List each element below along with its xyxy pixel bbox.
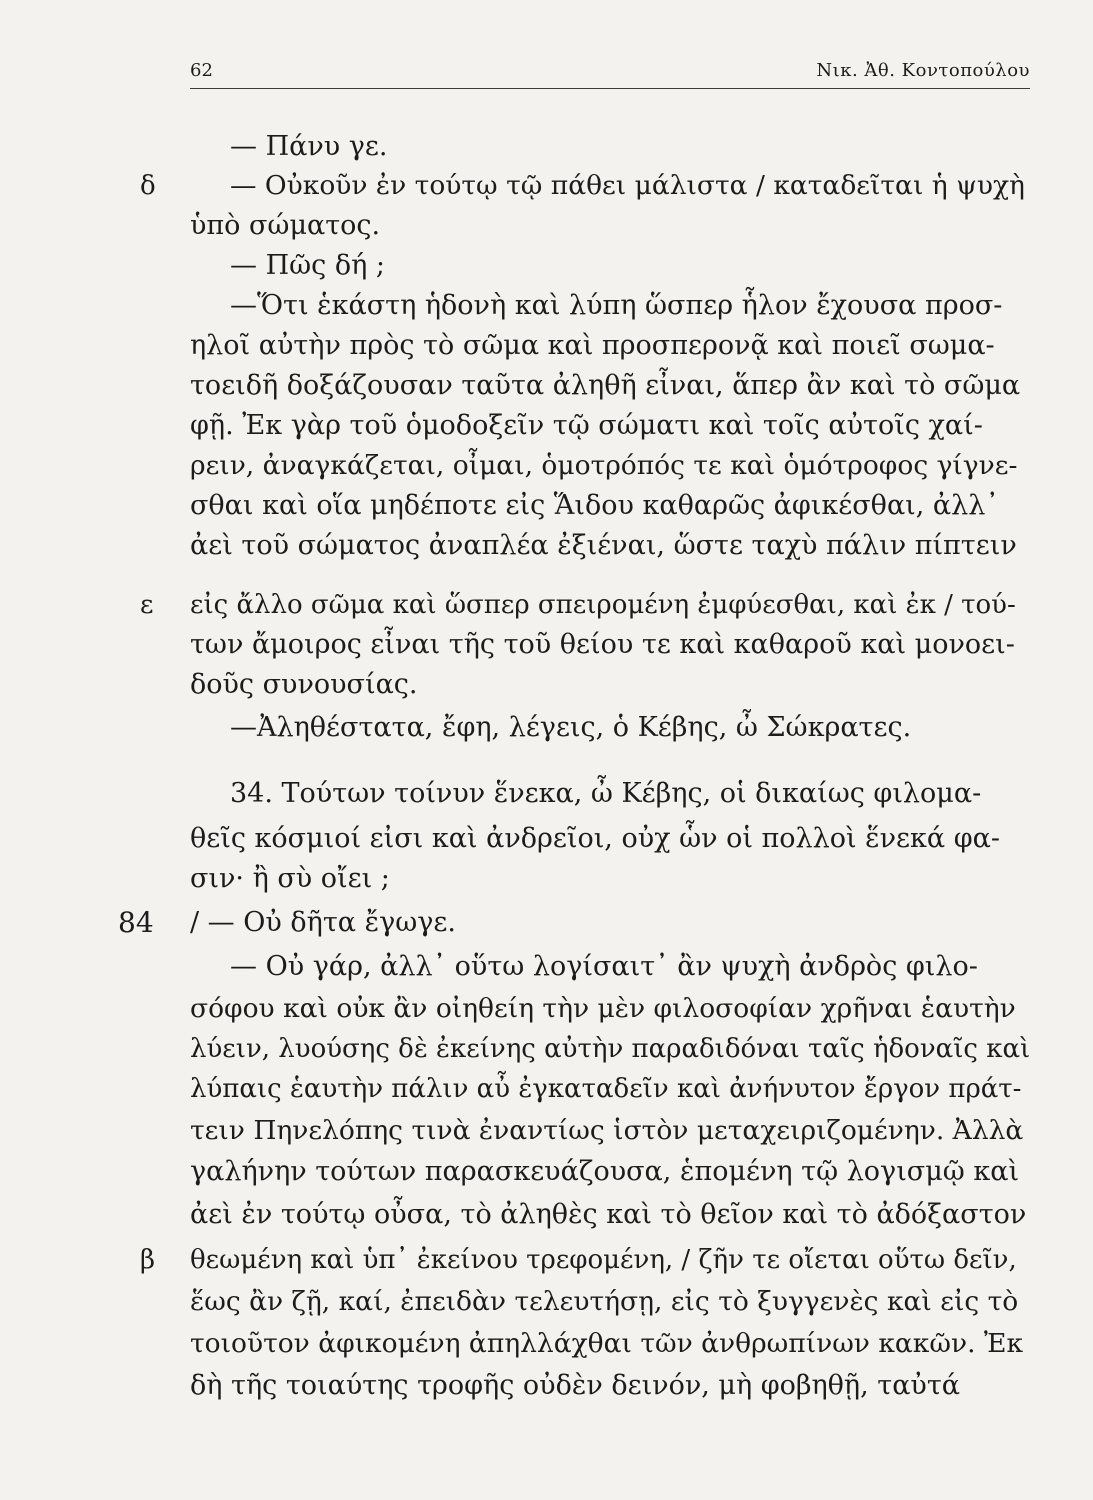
text-line: εἰς ἄλλο σῶμα καὶ ὥσπερ σπειρομένη ἐμφύεσθαι, καὶ ἐκ / τού- [190, 590, 1016, 620]
text-line: — Οὐ γάρ, ἀλλ᾽ οὕτω λογίσαιτ᾽ ἂν ψυχὴ ἀνδρὸς φιλο- [230, 951, 978, 982]
text-line: — Πῶς δή ; [230, 250, 385, 281]
text-line: δοῦς συνουσίας. [190, 669, 418, 700]
text-line: — Οὐκοῦν ἐν τούτῳ τῷ πάθει μάλιστα / καταδεῖται ἡ ψυχὴ [230, 170, 1025, 201]
text-line: ὑπὸ σώματος. [190, 210, 381, 241]
text-line: γαλήνην τούτων παρασκευάζουσα, ἑπομένη τῷ λογισμῷ καὶ [190, 1156, 1020, 1187]
text-line: φῇ. Ἐκ γὰρ τοῦ ὁμοδοξεῖν τῷ σώματι καὶ τοῖς αὐτοῖς χαί- [190, 410, 983, 441]
text-line: λύπαις ἑαυτὴν πάλιν αὖ ἐγκαταδεῖν καὶ ἀνήνυτον ἔργον πράτ- [190, 1074, 1022, 1104]
text-line: / — Οὐ δῆτα ἔγωγε. [190, 907, 456, 938]
text-line: ἀεὶ τοῦ σώματος ἀναπλέα ἐξιέναι, ὥστε ταχὺ πάλιν πίπτειν [190, 530, 1017, 561]
text-line: ηλοῖ αὐτὴν πρὸς τὸ σῶμα καὶ προσπερονᾷ καὶ ποιεῖ σωμα- [190, 330, 995, 361]
text-line: — Πάνυ γε. [230, 131, 388, 162]
text-line: λύειν, λυούσης δὲ ἐκείνης αὐτὴν παραδιδόναι ταῖς ἡδοναῖς καὶ [190, 1034, 1031, 1064]
text-line: δὴ τῆς τοιαύτης τροφῆς οὐδὲν δεινόν, μὴ φοβηθῇ, ταὐτά [190, 1370, 961, 1401]
text-line: σόφου καὶ οὐκ ἂν οἰηθείη τὴν μὲν φιλοσοφίαν χρῆναι ἑαυτὴν [190, 993, 1016, 1024]
margin-marker-84: 84 [118, 906, 154, 939]
text-line: τοειδῆ δοξάζουσαν ταῦτα ἀληθῆ εἶναι, ἅπερ ἂν καὶ τὸ σῶμα [190, 370, 1021, 401]
text-line: θεῖς κόσμιοί εἰσι καὶ ἀνδρεῖοι, οὐχ ὧν οἱ πολλοὶ ἕνεκά φα- [190, 823, 1000, 854]
text-line: σθαι καὶ οἵα μηδέποτε εἰς Ἅιδου καθαρῶς ἀφικέσθαι, ἀλλ᾽ [190, 490, 999, 521]
text-line: —Ὅτι ἑκάστη ἡδονὴ καὶ λύπη ὥσπερ ἧλον ἔχουσα προσ- [230, 290, 1003, 321]
margin-marker-beta: β [140, 1245, 156, 1275]
text-line: θεωμένη καὶ ὑπ᾽ ἐκείνου τρεφομένη, / ζῆν τε οἴεται οὕτω δεῖν, [190, 1245, 1017, 1275]
page-header [190, 52, 1030, 89]
margin-marker-epsilon: ε [140, 590, 154, 620]
text-line: ἀεὶ ἐν τούτῳ οὖσα, τὸ ἀληθὲς καὶ τὸ θεῖον καὶ τὸ ἀδόξαστον [190, 1199, 1027, 1230]
margin-marker-delta: δ [140, 171, 156, 201]
section-start-line: 34. Τούτων τοίνυν ἕνεκα, ὦ Κέβης, οἱ δικαίως φιλομα- [230, 778, 982, 809]
text-line: σιν· ἢ σὺ οἴει ; [190, 863, 390, 894]
text-line: ρειν, ἀναγκάζεται, οἶμαι, ὁμοτρόπός τε καὶ ὁμότροφος γίγνε- [190, 450, 1018, 481]
text-line: ἕως ἂν ζῇ, καί, ἐπειδὰν τελευτήσῃ, εἰς τὸ ξυγγενὲς καὶ εἰς τὸ [190, 1286, 1019, 1317]
running-head: Νικ. Ἀθ. Κοντοπούλου [816, 60, 1030, 81]
text-line: —Ἀληθέστατα, ἔφη, λέγεις, ὁ Κέβης, ὦ Σώκρατες. [230, 712, 912, 743]
text-line: των ἄμοιρος εἶναι τῆς τοῦ θείου τε καὶ καθαροῦ καὶ μονοει- [190, 629, 1015, 660]
text-line: τοιοῦτον ἀφικομένη ἀπηλλάχθαι τῶν ἀνθρωπίνων κακῶν. Ἐκ [190, 1328, 1024, 1359]
page-number: 62 [190, 60, 213, 81]
text-line: τειν Πηνελόπης τινὰ ἐναντίως ἱστὸν μεταχειριζομένην. Ἀλλὰ [190, 1115, 1024, 1146]
